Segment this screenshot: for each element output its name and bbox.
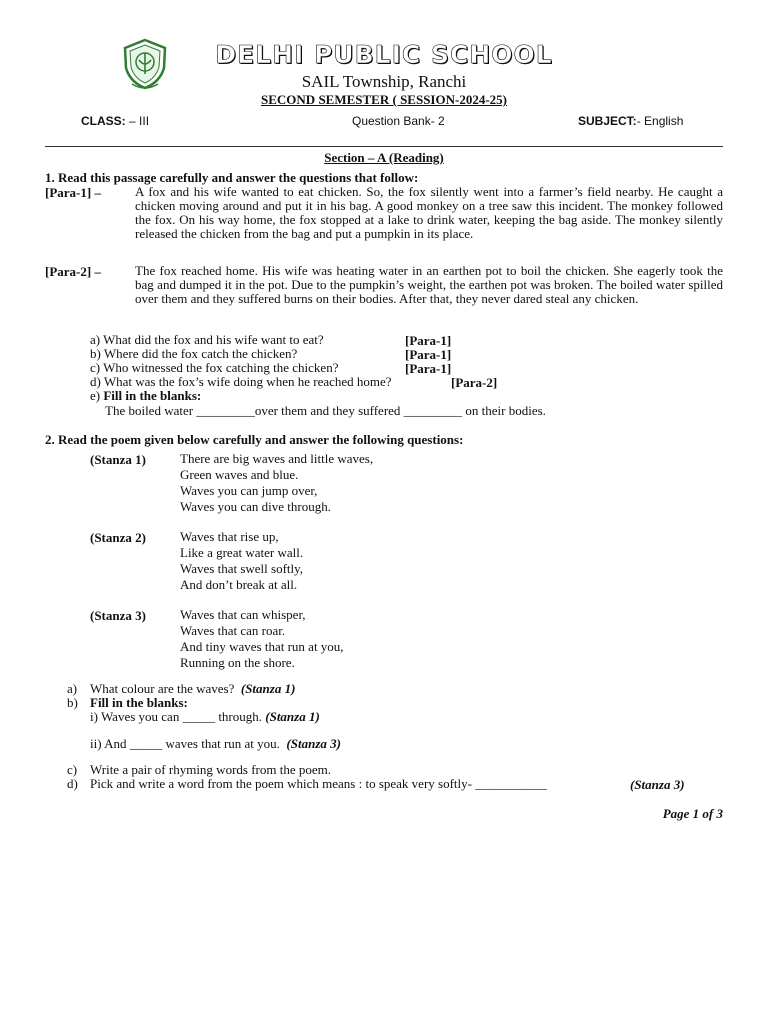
question-2b-instruction: Fill in the blanks:: [90, 695, 188, 710]
subject-info: [578, 114, 683, 128]
poem-line: Running on the shore.: [180, 655, 295, 670]
question-1-title: 1. Read this passage carefully and answer the questions that follow:: [45, 170, 419, 185]
stanza-2-label: (Stanza 2): [90, 530, 146, 545]
question-2a-text: What colour are the waves?: [90, 681, 235, 696]
school-name: DELHI PUBLIC SCHOOL: [215, 40, 553, 69]
poem-line: And don’t break at all.: [180, 577, 298, 592]
poem-line: Like a great water wall.: [180, 545, 304, 560]
question-2b-ii-text: ii) And _____ waves that run at you.: [90, 736, 280, 751]
question-2-title: 2. Read the poem given below carefully and answer the following questions:: [45, 432, 464, 447]
question-2d-text: Pick and write a word from the poem which means : to speak very softly- ___________: [90, 776, 547, 791]
para-2-text: The fox reached home. His wife was heating water in an earthen pot to boil the chicken. She eagerly took the bag and dumped it in the pot. Due to the pumpkin’s weight, the earthen pot was broken. The boiled water spilled over them and they suffered burns on their bodies. After that, they never dared steal any chicken.: [135, 263, 723, 306]
question-1a-tag: [Para-1]: [405, 333, 452, 348]
question-2c-marker: c): [67, 762, 78, 777]
poem-line: Waves that can whisper,: [180, 607, 306, 622]
poem-line: Waves you can dive through.: [180, 499, 331, 514]
question-2b-marker: b): [67, 695, 78, 710]
class-info: [81, 114, 149, 128]
question-2c-text: Write a pair of rhyming words from the poem.: [90, 762, 331, 777]
question-1c: c) Who witnessed the fox catching the chicken?: [90, 360, 339, 375]
poem-line: Waves that rise up,: [180, 529, 279, 544]
school-location: SAIL Township, Ranchi: [301, 72, 467, 91]
question-2b-i-text: i) Waves you can _____ through.: [90, 709, 263, 724]
question-2d-marker: d): [67, 776, 78, 791]
question-2a-tag: (Stanza 1): [240, 681, 296, 696]
class-label: CLASS:: [81, 114, 126, 128]
question-2b-ii: [90, 737, 341, 751]
question-2b-i-tag: (Stanza 1): [265, 709, 320, 724]
question-1d-tag: [Para-2]: [451, 375, 498, 390]
question-2d-tag: (Stanza 3): [630, 777, 685, 792]
poem-line: Waves that swell softly,: [180, 561, 304, 576]
poem-line: Waves you can jump over,: [180, 483, 318, 498]
header-divider: [45, 146, 723, 147]
question-2b-i: [90, 710, 320, 724]
subject-value: - English: [636, 114, 684, 128]
poem-line: And tiny waves that run at you,: [180, 639, 344, 654]
question-1e-instruction: Fill in the blanks:: [103, 388, 202, 403]
question-1b-tag: [Para-1]: [405, 347, 452, 362]
poem-line: Waves that can roar.: [180, 623, 286, 638]
question-1b: b) Where did the fox catch the chicken?: [90, 346, 298, 361]
question-1e-marker: e): [90, 388, 104, 403]
question-bank-label: Question Bank- 2: [352, 114, 445, 128]
class-value: – III: [129, 114, 150, 128]
question-2a-marker: a): [67, 681, 78, 696]
semester-title: SECOND SEMESTER ( SESSION-2024-25): [261, 92, 507, 107]
question-1a: a) What did the fox and his wife want to eat?: [90, 332, 324, 347]
question-2b-ii-tag: (Stanza 3): [286, 736, 341, 751]
stanza-3-label: (Stanza 3): [90, 608, 146, 623]
subject-label: SUBJECT:: [578, 114, 637, 128]
question-2a: [90, 682, 295, 696]
question-1e: [90, 389, 201, 403]
para-2-label: [Para-2] –: [45, 264, 101, 279]
para-1-label: [Para-1] –: [45, 185, 101, 200]
question-1d: d) What was the fox’s wife doing when he reached home?: [90, 374, 392, 389]
section-title: Section – A (Reading): [324, 150, 444, 165]
poem-line: There are big waves and little waves,: [180, 451, 374, 466]
question-1c-tag: [Para-1]: [405, 361, 452, 376]
poem-line: Green waves and blue.: [180, 467, 299, 482]
stanza-1-label: (Stanza 1): [90, 452, 146, 467]
question-1e-sentence: The boiled water _________over them and they suffered _________ on their bodies.: [105, 403, 546, 418]
page-number: Page 1 of 3: [662, 806, 723, 821]
para-1-text: A fox and his wife wanted to eat chicken. So, the fox silently went into a farmer’s field nearby. He caught a chicken moving around and put it in his bag. A good monkey on a tree saw this incident. The monkey followed the fox. On his way home, the fox stopped at a lake to drink water, keeping the bag aside. The monkey silently released the chicken from the bag and put a pumpkin in its place.: [135, 184, 723, 241]
